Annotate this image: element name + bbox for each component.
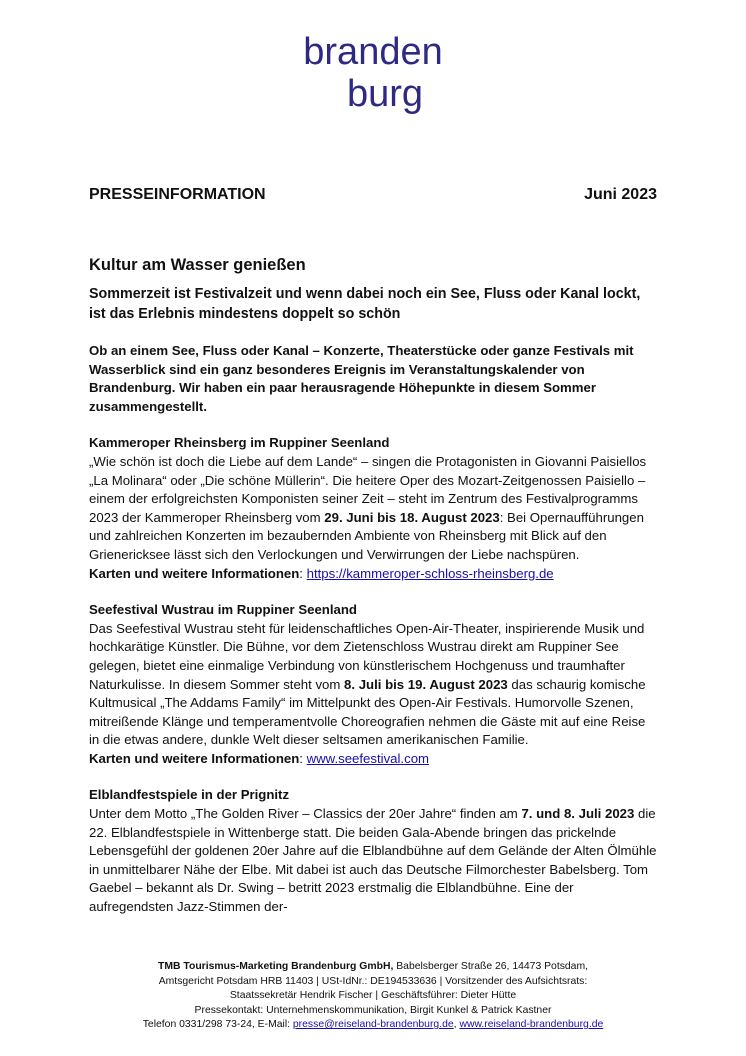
info-line: Karten und weitere Informationen: www.seefestival.com bbox=[89, 750, 430, 766]
page-subtitle: Sommerzeit ist Festivalzeit und wenn dabei noch ein See, Fluss oder Kanal lockt, ist das Erlebnis mindestens doppelt so schön bbox=[89, 286, 641, 322]
brandenburg-logo bbox=[0, 30, 746, 120]
section-text: Unter dem Motto „The Golden River – Classics der 20er Jahre“ finden am 7. und 8. Juli 2023 die 22. Elblandfestspiele in Wittenberge statt. Die beiden Gala-Abende bringen das prickelnde Lebensgefühl der goldenen 20er Jahre auf die Elblandbühne auf dem Gelände der Alten Ölmühle in unmittelbarer Nähe der Elbe. Mit dabei ist auch das Deutsche Filmorchester Babelsberg. Tom Gaebel – bekannt als Dr. Swing – betritt 2023 erstmalig die Elblandbühne. Eine der aufregendsten Jazz-Stimmen der- bbox=[89, 806, 657, 915]
website-link[interactable]: www.reiseland-brandenburg.de bbox=[459, 1019, 604, 1030]
page-title: Kultur am Wasser genießen bbox=[89, 256, 306, 274]
press-info-label: PRESSEINFORMATION bbox=[89, 186, 266, 203]
company-name: TMB Tourismus-Marketing Brandenburg GmbH, bbox=[158, 961, 394, 972]
section-text: Das Seefestival Wustrau steht für leidenschaftliches Open-Air-Theater, inspirierende Musik und hochkarätige Künstler. Die Bühne, vor dem Zietenschloss Wustrau direkt am Ruppiner See gelegen, bietet eine einmalige Verbindung von künstlerischem Hochgenuss und traumhafter Naturkulisse. In diesem Sommer steht vom 8. Juli bis 19. August 2023 das schaurig komische Kultmusical „The Addams Family“ im Mittelpunkt des Open-Air Festivals. Humorvolle Szenen, mitreißende Klänge und temperamentvolle Choreografien nehmen die Gäste mit auf eine Reise in die etwas andere, dunkle Welt dieser seltsamen amerikanischen Familie. bbox=[89, 620, 646, 748]
logo-line1: branden bbox=[303, 31, 443, 73]
document-footer: TMB Tourismus-Marketing Brandenburg GmbH, Babelsberger Straße 26, 14473 Potsdam, Amtsgericht Potsdam HRB 11403 | USt-IdNr.: DE194533636 | Vorsitzender des Aufsichtsrats: Staatssekretär Hendrik Fischer | Geschäftsführer: Dieter Hütte Pressekontakt: Unternehmenskommunikation, Birgit Kunkel & Patrick Kastner Telefon 0331/298 73-24, E-Mail: presse@reiseland-brandenburg.de, www.reiseland-brandenburg.de bbox=[60, 960, 686, 1033]
document-date: Juni 2023 bbox=[584, 186, 657, 203]
section-elblandfestspiele bbox=[89, 786, 659, 916]
section-text: „Wie schön ist doch die Liebe auf dem Lande“ – singen die Protagonisten in Giovanni Paisiellos „La Molinara“ oder „Die schöne Müllerin“. Die heitere Oper des Mozart-Zeitgenossen Paisiello – einem der erfolgreichsten Komponisten seiner Zeit – steht im Zentrum des Festivalprogramms 2023 der Kammeroper Rheinsberg vom 29. Juni bis 18. August 2023: Bei Opernaufführungen und zahlreichen Konzerten im bezaubernden Ambiente von Rheinsberg mit Blick auf den Grienericksee lässt sich den Verlockungen und Verwirrungen der Liebe nachspüren. bbox=[89, 453, 647, 562]
email-link[interactable]: presse@reiseland-brandenburg.de bbox=[292, 1019, 454, 1030]
document-header bbox=[89, 186, 657, 204]
section-seefestival bbox=[89, 601, 659, 768]
logo-line2: burg bbox=[346, 73, 424, 115]
document-body bbox=[89, 255, 659, 935]
section-heading: Kammeroper Rheinsberg im Ruppiner Seenland bbox=[89, 435, 390, 451]
footer-management: Staatssekretär Hendrik Fischer | Geschäftsführer: Dieter Hütte bbox=[229, 990, 517, 1001]
section-heading: Seefestival Wustrau im Ruppiner Seenland bbox=[89, 602, 357, 618]
event-date: 29. Juni bis 18. August 2023 bbox=[324, 509, 500, 525]
info-link[interactable]: https://kammeroper-schloss-rheinsberg.de bbox=[306, 565, 554, 581]
info-line: Karten und weitere Informationen: https://kammeroper-schloss-rheinsberg.de bbox=[89, 565, 554, 581]
intro-paragraph: Ob an einem See, Fluss oder Kanal – Konzerte, Theaterstücke oder ganze Festivals mit Wasserblick sind ein ganz besonderes Ereignis im Veranstaltungskalender von Brandenburg. Wir haben ein paar herausragende Höhepunkte in diesem Sommer zusammengestellt. bbox=[89, 343, 634, 414]
footer-press-contact: Pressekontakt: Unternehmenskommunikation, Birgit Kunkel & Patrick Kastner bbox=[194, 1004, 552, 1016]
info-link[interactable]: www.seefestival.com bbox=[306, 750, 430, 766]
event-date: 7. und 8. Juli 2023 bbox=[521, 806, 635, 822]
section-heading: Elblandfestspiele in der Prignitz bbox=[89, 787, 290, 803]
footer-registry: Amtsgericht Potsdam HRB 11403 | USt-IdNr.: DE194533636 | Vorsitzender des Aufsichtsrats: bbox=[158, 975, 588, 987]
section-kammeroper bbox=[89, 434, 659, 583]
event-date: 8. Juli bis 19. August 2023 bbox=[344, 676, 508, 692]
